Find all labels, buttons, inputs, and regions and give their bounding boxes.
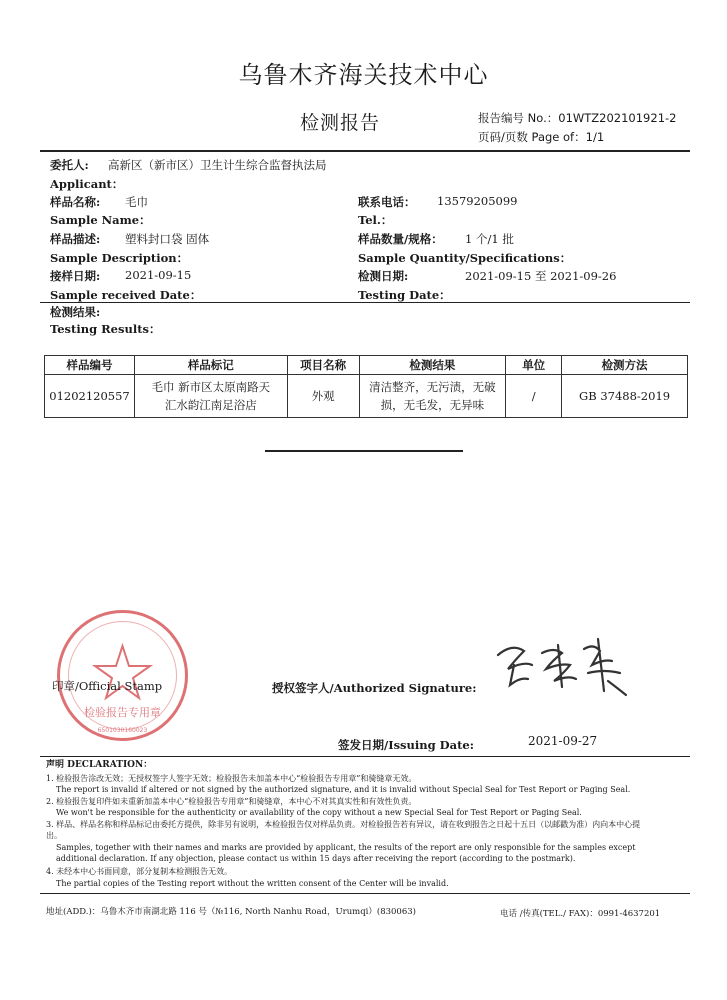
footer-divider [40,893,690,894]
tel-label-cn: 联系电话： [358,195,416,209]
header-divider [40,150,690,152]
cell-unit: / [506,375,562,418]
declaration-item-3-en: Samples, together with their names and marks are provided by applicant, the results of the report are only responsible for the samples except additional declaration. If any objection, please contact us within 15 days after receiving the report (according to the postmark). [56,843,636,863]
declaration-item-1-en: The report is invalid if altered or not signed by the authorized signature, and it is invalid without Special Seal for Test Report or Paging Seal. [56,785,631,794]
report-number [478,110,676,126]
col-header-unit: 单位 [506,356,562,375]
quantity-value: 1 个/1 批 [465,232,514,246]
col-header-sample-mark: 样品标记 [134,356,287,375]
description-value: 塑料封口袋 固体 [125,232,210,246]
table-row [45,375,688,418]
declaration-title: 声明 DECLARATION： [46,760,153,770]
issuing-date-value: 2021-09-27 [528,734,598,748]
tel-value: 13579205099 [437,194,518,208]
declaration-item-2-cn: 2. 检验报告复印件如未重新加盖本中心“检验报告专用章”和骑缝章，本中心不对其真实性和有效性负责。 [46,797,417,806]
declaration-divider [40,756,690,757]
issuing-date-label: 签发日期/Issuing Date: [338,738,474,752]
report-number-label: 报告编号 No.： [478,111,559,125]
col-header-result: 检测结果 [359,356,506,375]
col-header-item: 项目名称 [287,356,359,375]
results-label-en: Testing Results： [50,322,161,336]
sample-mark-line1: 毛巾 新市区太原南路天 [151,380,271,394]
page-number-label: 页码/页数 Page of： [478,130,586,144]
table-end-line [265,450,463,452]
cell-sample-no: 01202120557 [45,375,135,418]
client-label-en: Applicant： [50,177,124,191]
result-line1: 清洁整齐，无污渍，无破 [369,380,496,394]
authorized-signature-label: 授权签字人/Authorized Signature: [272,681,477,695]
stamp-center-text: 检验报告专用章 [84,706,161,719]
sample-mark-line2: 汇水韵江南足浴店 [164,398,257,412]
testing-date-label-cn: 检测日期: [358,269,409,283]
declaration-item-3-cn: 3. 样品、样品名称和样品标记由委托方提供，除非另有说明，本检验报告仅对样品负责。对检验报告若有异议，请在收到报告之日起十五日（以邮戳为准）内向本中心提出。 [46,820,641,840]
results-table [44,355,688,418]
testing-date-label-en: Testing Date： [358,288,451,302]
col-header-sample-no: 样品编号 [45,356,135,375]
quantity-label-en: Sample Quantity/Specifications： [358,251,572,265]
declaration-item-1-cn: 1. 检验报告涂改无效；无授权签字人签字无效；检验报告未加盖本中心“检验报告专用章”和骑缝章无效。 [46,774,417,783]
result-line2: 损，无毛发，无异味 [380,398,485,412]
page-number-value: 1/1 [585,130,605,144]
address: 地址(ADD.)：乌鲁木齐市南湖北路 116 号（№116, North Nanhu Road，Urumqi）(830063) [46,907,416,917]
report-number-value: 01WTZ202101921-2 [558,111,677,125]
sample-name-label-en: Sample Name： [50,213,151,227]
received-date-label-en: Sample received Date： [50,288,202,302]
cell-method: GB 37488-2019 [562,375,688,418]
received-date-value: 2021-09-15 [125,268,192,282]
handwritten-signature-icon [480,625,640,705]
tel-label-en: Tel.： [358,213,393,227]
sample-name-value: 毛巾 [125,195,148,209]
sample-name-label-cn: 样品名称: [50,195,101,209]
quantity-label-cn: 样品数量/规格： [358,232,443,246]
phone-fax: 电话 /传真(TEL./ FAX)：0991-4637201 [500,909,661,919]
description-label-en: Sample Description： [50,251,189,265]
client-value: 高新区（新市区）卫生计生综合监督执法局 [108,158,327,172]
cell-sample-mark [134,375,287,418]
description-label-cn: 样品描述: [50,232,101,246]
report-title: 检测报告 [300,112,381,134]
declaration-item-4-cn: 4. 未经本中心书面同意，部分复制本检测报告无效。 [46,867,233,876]
declaration-item-4-en: The partial copies of the Testing report without the written consent of the Center will be invalid. [56,879,449,888]
table-header-row [45,356,688,375]
cell-result [359,375,506,418]
stamp-label: 印章/Official Stamp [52,679,163,693]
page-number [478,129,604,145]
official-stamp-icon [55,608,190,743]
organization-title: 乌鲁木齐海关技术中心 [238,61,489,89]
info-divider [40,302,690,303]
testing-date-value: 2021-09-15 至 2021-09-26 [465,269,617,283]
cell-item: 外观 [287,375,359,418]
stamp-serial: 6501030160023 [97,727,148,734]
results-label-cn: 检测结果: [50,305,101,319]
col-header-method: 检测方法 [562,356,688,375]
declaration-item-2-en: We won't be responsible for the authenticity or availability of the copy without a new Special Seal for Test Report or Paging Seal. [56,808,582,817]
received-date-label-cn: 接样日期: [50,269,101,283]
client-label-cn: 委托人: [50,158,89,172]
